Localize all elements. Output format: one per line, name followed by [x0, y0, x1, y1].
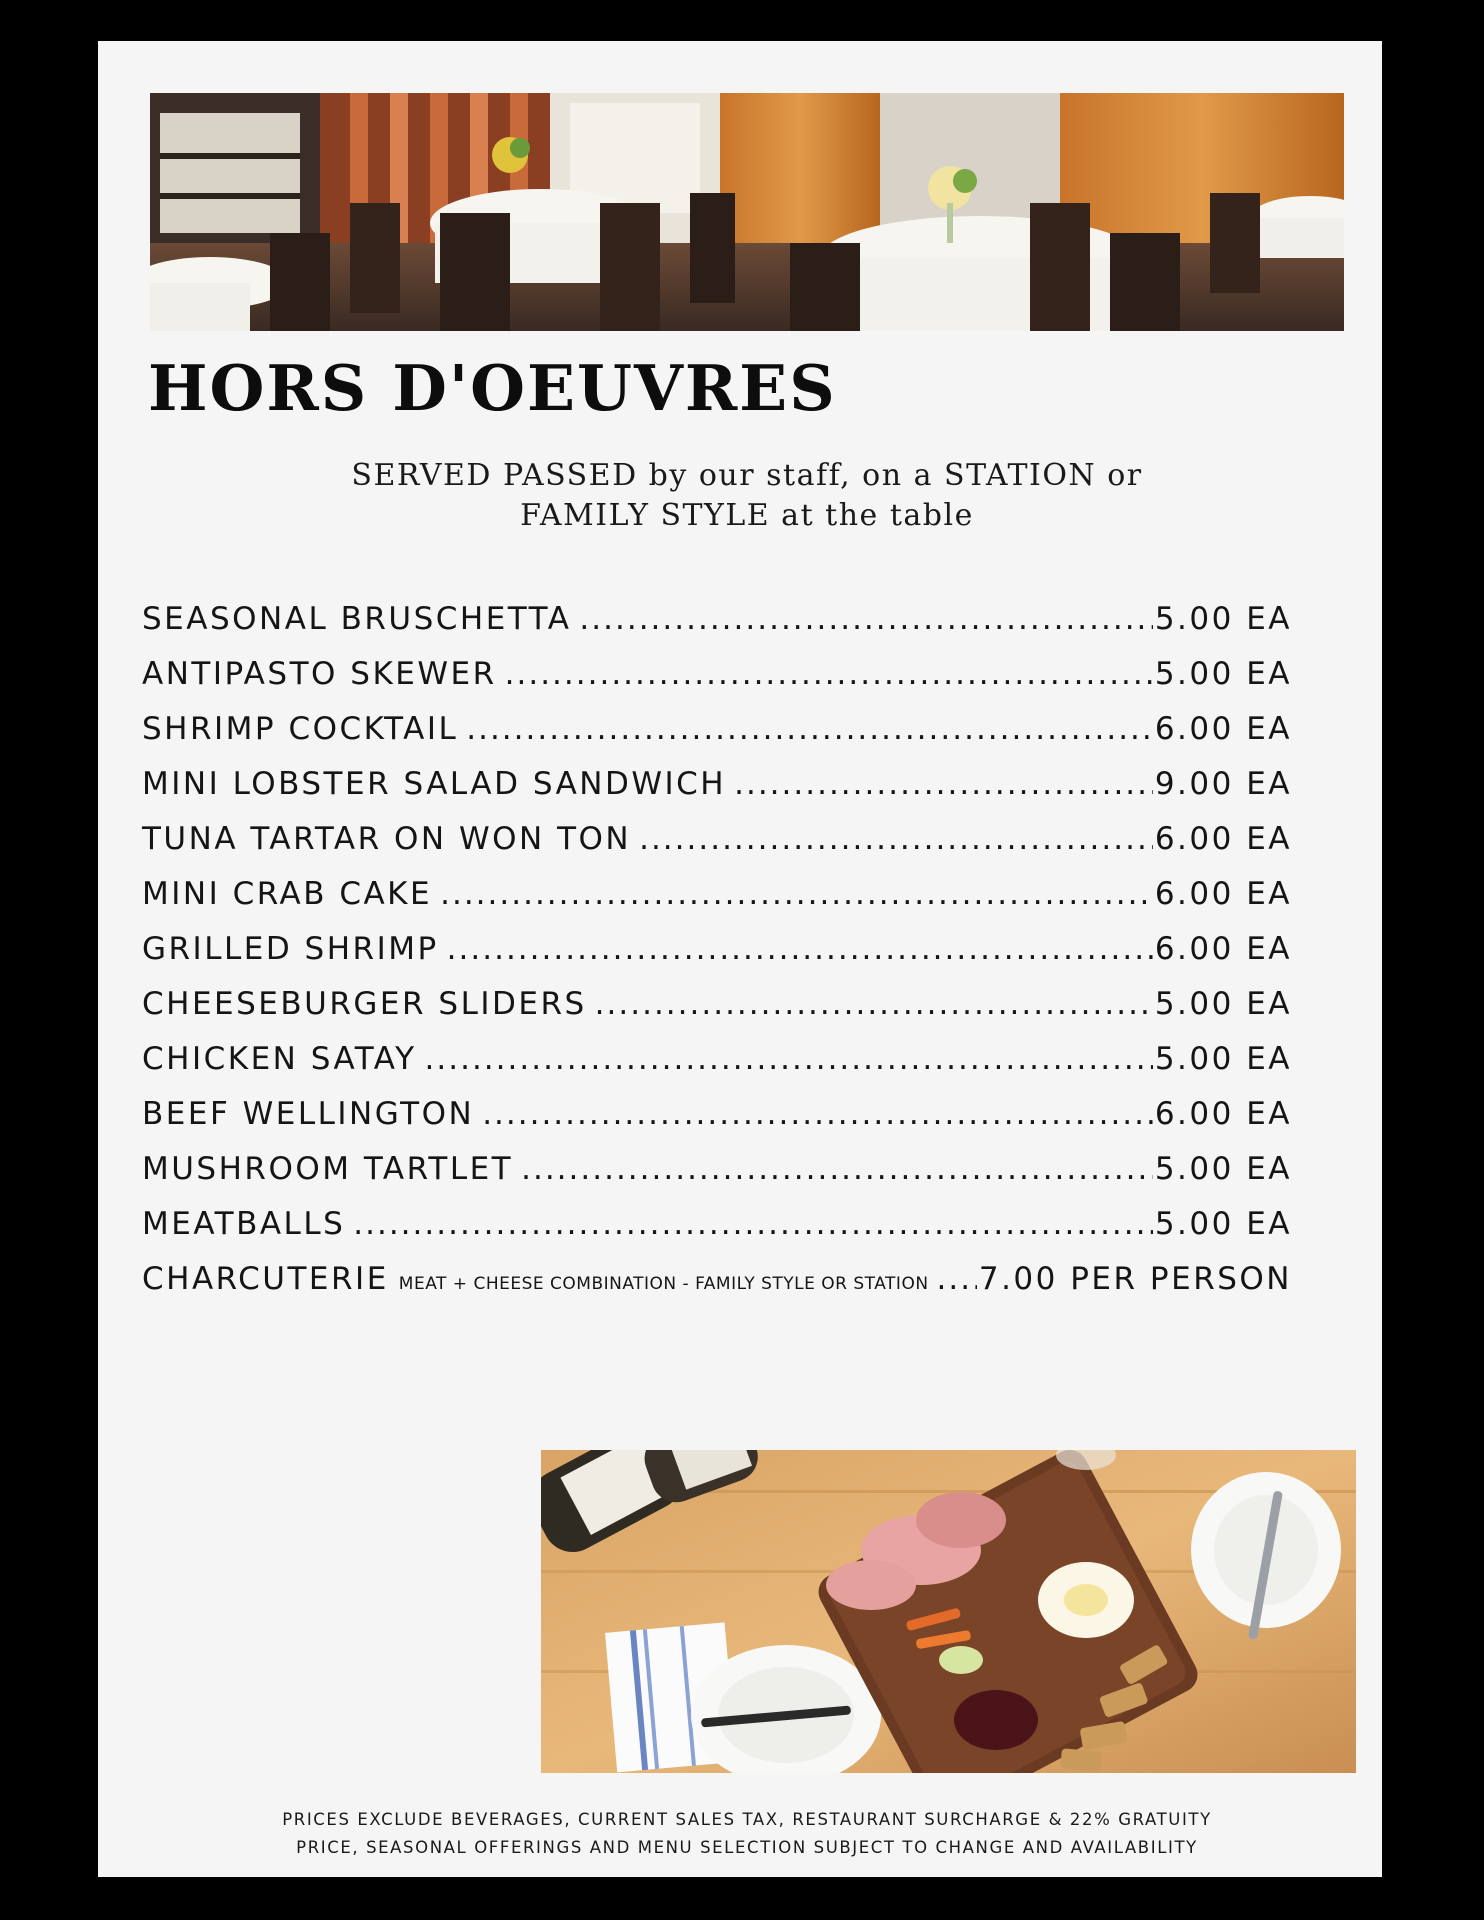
subtitle-line-1: SERVED PASSED by our staff, on a STATION or — [351, 458, 1143, 493]
menu-item-price: 9.00 EA — [1154, 766, 1292, 802]
subtitle-line-2: FAMILY STYLE at the table — [520, 498, 974, 533]
menu-item-price: 6.00 EA — [1154, 1096, 1292, 1132]
footer-notes — [150, 1806, 1344, 1862]
menu-item-name: ANTIPASTO SKEWER — [142, 656, 497, 692]
menu-item-price: 5.00 EA — [1154, 601, 1292, 637]
menu-item-name: MINI CRAB CAKE — [142, 876, 433, 912]
page-title: HORS D'OEUVRES — [148, 351, 837, 425]
menu-item — [142, 1206, 1292, 1261]
menu-item-name: CHEESEBURGER SLIDERS — [142, 986, 587, 1022]
leader-dots — [440, 876, 1153, 912]
menu-item — [142, 821, 1292, 876]
leader-dots — [353, 1206, 1153, 1242]
footer-line-1: PRICES EXCLUDE BEVERAGES, CURRENT SALES TAX, RESTAURANT SURCHARGE & 22% GRATUITY — [282, 1810, 1212, 1829]
menu-item-price: 5.00 EA — [1154, 656, 1292, 692]
leader-dots — [734, 766, 1153, 802]
menu-item — [142, 986, 1292, 1041]
menu-page — [98, 41, 1382, 1877]
menu-item-name: MINI LOBSTER SALAD SANDWICH — [142, 766, 727, 802]
leader-dots — [639, 821, 1153, 857]
menu-item-name: MUSHROOM TARTLET — [142, 1151, 514, 1187]
menu-item-name: GRILLED SHRIMP — [142, 931, 439, 967]
menu-item — [142, 1096, 1292, 1151]
charcuterie-board-photo — [541, 1450, 1356, 1773]
menu-item-price: 7.00 PER PERSON — [978, 1261, 1292, 1297]
leader-dots — [447, 931, 1153, 967]
leader-dots — [521, 1151, 1153, 1187]
leader-dots — [579, 601, 1152, 637]
menu-item-price: 5.00 EA — [1154, 986, 1292, 1022]
serving-subtitle — [150, 456, 1344, 536]
menu-item — [142, 1151, 1292, 1206]
menu-item-name: SEASONAL BRUSCHETTA — [142, 601, 572, 637]
menu-item-price: 6.00 EA — [1154, 931, 1292, 967]
leader-dots — [595, 986, 1153, 1022]
menu-item-note: MEAT + CHEESE COMBINATION - FAMILY STYLE OR STATION — [398, 1274, 929, 1294]
menu-item-name: MEATBALLS — [142, 1206, 346, 1242]
menu-item — [142, 1041, 1292, 1096]
menu-item-name: SHRIMP COCKTAIL — [142, 711, 459, 747]
leader-dots — [425, 1041, 1153, 1077]
menu-item-price: 5.00 EA — [1154, 1151, 1292, 1187]
menu-item — [142, 656, 1292, 711]
menu-item — [142, 711, 1292, 766]
menu-item-price: 6.00 EA — [1154, 876, 1292, 912]
menu-item-price: 5.00 EA — [1154, 1041, 1292, 1077]
dining-room-photo — [150, 93, 1344, 331]
menu-item — [142, 876, 1292, 931]
leader-dots — [482, 1096, 1153, 1132]
menu-item-charcuterie — [142, 1261, 1292, 1316]
footer-line-2: PRICE, SEASONAL OFFERINGS AND MENU SELECTION SUBJECT TO CHANGE AND AVAILABILITY — [296, 1838, 1198, 1857]
menu-item — [142, 931, 1292, 986]
menu-item-name: CHARCUTERIE — [142, 1261, 389, 1297]
menu-item-price: 6.00 EA — [1154, 821, 1292, 857]
leader-dots — [466, 711, 1153, 747]
menu-item-price: 6.00 EA — [1154, 711, 1292, 747]
menu-list — [142, 601, 1292, 1316]
menu-item — [142, 766, 1292, 821]
leader-dots — [505, 656, 1153, 692]
menu-item-name: CHICKEN SATAY — [142, 1041, 417, 1077]
menu-item-name: BEEF WELLINGTON — [142, 1096, 475, 1132]
menu-item — [142, 601, 1292, 656]
menu-item-name: TUNA TARTAR ON WON TON — [142, 821, 632, 857]
menu-item-price: 5.00 EA — [1154, 1206, 1292, 1242]
leader-dots — [937, 1261, 977, 1297]
